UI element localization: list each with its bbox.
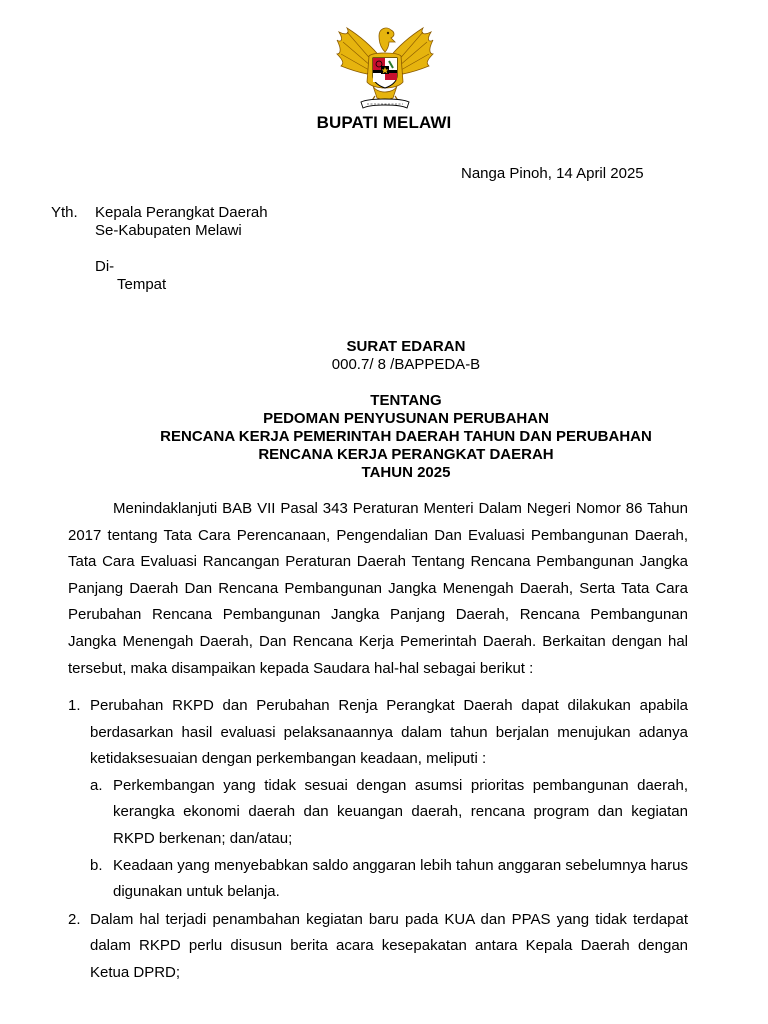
sub-list-item-letter: b. — [90, 856, 103, 874]
sub-list-item-text: Perkembangan yang tidak sesuai dengan asumsi prioritas pembangunan daerah, kerangka ekonomi daerah dan keuangan daerah, rencana program dan kegiatan RKPD berkenan; dan/atau; — [113, 776, 688, 847]
recipient-line-1: Kepala Perangkat Daerah — [95, 204, 268, 221]
subject-line-2: PEDOMAN PENYUSUNAN PERUBAHAN — [263, 410, 549, 427]
recipient-tempat: Tempat — [117, 276, 167, 293]
circular-number: 000.7/ 8 /BAPPEDA-B — [331, 356, 481, 373]
list-item — [68, 907, 688, 987]
list-item — [68, 693, 688, 773]
circular-title: SURAT EDARAN — [346, 338, 466, 355]
subject-line-1: TENTANG — [370, 392, 442, 409]
subject-line-4: RENCANA KERJA PERANGKAT DAERAH — [258, 446, 554, 463]
subject-heading — [0, 392, 768, 482]
subject-line-5: TAHUN 2025 — [361, 464, 451, 481]
list-item-number: 1. — [68, 697, 81, 714]
sub-list-item-text: Keadaan yang menyebabkan saldo anggaran lebih tahun anggaran sebelumnya harus digunakan untuk belanja. — [113, 856, 688, 901]
recipient-di: Di- — [95, 258, 115, 275]
list-item-text: Perubahan RKPD dan Perubahan Renja Perangkat Daerah dapat dilakukan apabila berdasarkan hasil evaluasi pelaksanaannya dalam tahun berjalan menujukan adanya ketidaksesuaian dengan perkembangan keadaan, meliputi : — [90, 697, 688, 768]
list-item-text: Dalam hal terjadi penambahan kegiatan baru pada KUA dan PPAS yang tidak terdapat dalam RKPD perlu disusun berita acara kesepakatan antara Kepala Daerah dengan Ketua DPRD; — [90, 910, 688, 981]
list-item-number: 2. — [68, 910, 81, 928]
sub-list-item — [90, 853, 688, 906]
garuda-pancasila-emblem-icon — [333, 18, 437, 112]
numbered-list — [68, 693, 688, 987]
intro-paragraph: Menindaklanjuti BAB VII Pasal 343 Peraturan Menteri Dalam Negeri Nomor 86 Tahun 2017 tentang Tata Cara Perencanaan, Pengendalian Dan Evaluasi Pembangunan Daerah, Tata Cara Evaluasi Rancangan Peraturan Daerah Tentang Rencana Pembangunan Jangka Panjang Daerah Dan Rencana Pembangunan Jangka Menengah Daerah, Serta Tata Cara Perubahan Rencana Pembangunan Jangka Panjang Daerah, Rencana Pembangunan Jangka Menengah Daerah, Dan Rencana Kerja Pemerintah Daerah. Berkaitan dengan hal tersebut, maka disampaikan kepada Saudara hal-hal sebagai berikut : — [68, 500, 688, 677]
salutation: Yth. — [51, 204, 78, 221]
place-and-date: Nanga Pinoh, 14 April 2025 — [461, 165, 644, 182]
sub-list-item — [90, 773, 688, 853]
subject-line-3: RENCANA KERJA PEMERINTAH DAERAH TAHUN DAN PERUBAHAN — [160, 428, 652, 445]
recipient-line-2: Se-Kabupaten Melawi — [95, 222, 242, 239]
sub-list-item-letter: a. — [90, 776, 103, 794]
official-title: BUPATI MELAWI — [316, 113, 452, 132]
